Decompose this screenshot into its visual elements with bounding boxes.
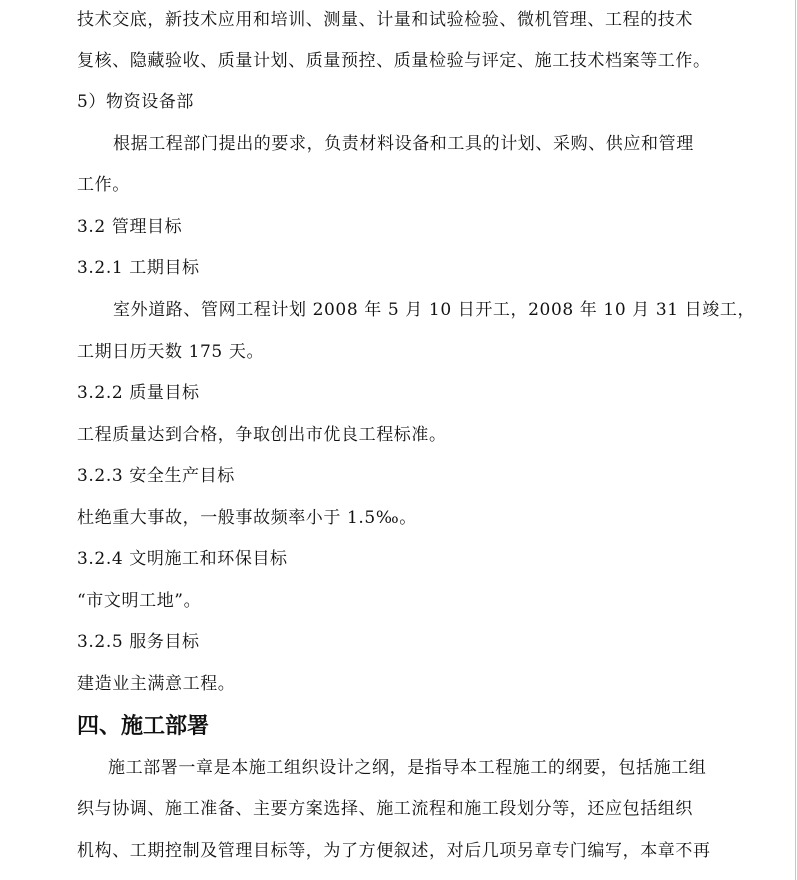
chapter-heading: 四、施工部署	[77, 713, 210, 739]
text-line: 复核、隐藏验收、质量计划、质量预控、质量检验与评定、施工技术档案等工作。	[77, 51, 711, 71]
section-heading: 3.2 管理目标	[77, 217, 183, 237]
subsection-heading: 3.2.4 文明施工和环保目标	[77, 549, 288, 569]
text-line: “市文明工地”。	[77, 591, 202, 611]
section-label: 5）物资设备部	[77, 92, 195, 112]
text-line: 根据工程部门提出的要求，负责材料设备和工具的计划、采购、供应和管理	[113, 134, 694, 154]
text-line: 建造业主满意工程。	[77, 674, 236, 694]
text-line: 杜绝重大事故，一般事故频率小于 1.5‰。	[77, 508, 417, 528]
text-line: 工作。	[77, 175, 130, 195]
text-line: 室外道路、管网工程计划 2008 年 5 月 10 日开工，2008 年 10 月 31 日竣工，	[113, 300, 756, 320]
subsection-heading: 3.2.5 服务目标	[77, 632, 200, 652]
subsection-heading: 3.2.3 安全生产目标	[77, 466, 235, 486]
page-edge	[795, 0, 796, 880]
text-line: 技术交底，新技术应用和培训、测量、计量和试验检验、微机管理、工程的技术	[77, 10, 693, 30]
subsection-heading: 3.2.2 质量目标	[77, 383, 200, 403]
text-line: 工期日历天数 175 天。	[77, 342, 265, 362]
body-line: 织与协调、施工准备、主要方案选择、施工流程和施工段划分等，还应包括组织	[77, 799, 693, 819]
subsection-heading: 3.2.1 工期目标	[77, 258, 200, 278]
body-line: 机构、工期控制及管理目标等，为了方便叙述，对后几项另章专门编写，本章不再	[77, 841, 711, 861]
text-line: 工程质量达到合格，争取创出市优良工程标准。	[77, 425, 447, 445]
body-line: 施工部署一章是本施工组织设计之纲，是指导本工程施工的纲要，包括施工组	[108, 758, 707, 778]
